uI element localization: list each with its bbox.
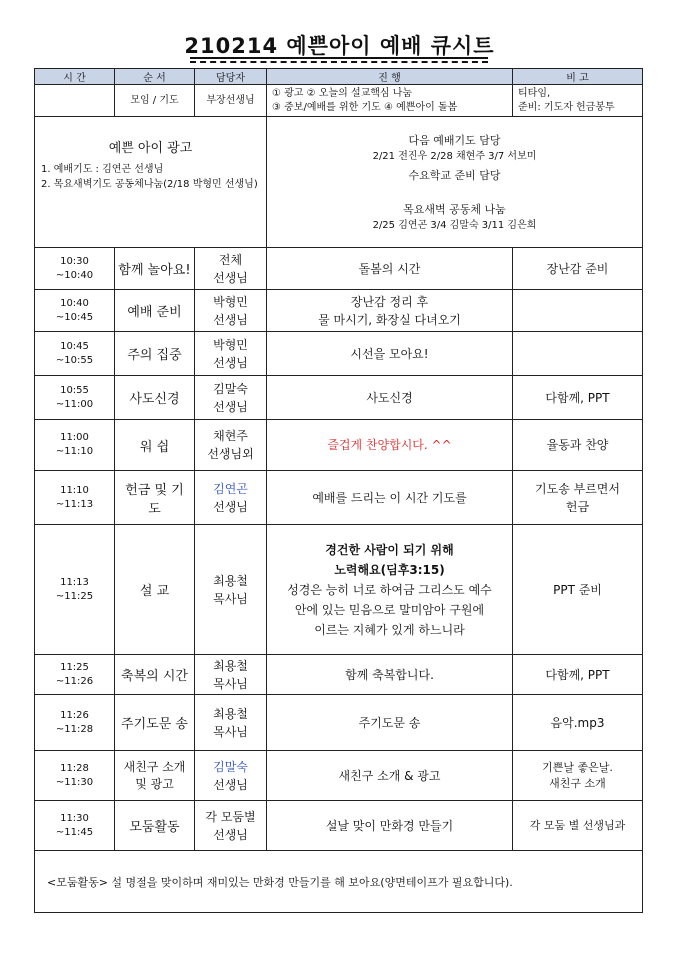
row-program: 함께 축복합니다. (267, 655, 513, 695)
wednesday-school-heading: 수요학교 준비 담당 (408, 169, 501, 182)
row-note: 음악.mp3 (513, 695, 643, 751)
row-order: 예배 준비 (115, 290, 195, 332)
row-note: PPT 준비 (513, 525, 643, 655)
row-program: 예배를 드리는 이 시간 기도를 (267, 471, 513, 525)
row-program: 장난감 정리 후 물 마시기, 화장실 다녀오기 (267, 290, 513, 332)
announcement-item: 1. 예배기도 : 김연곤 선생님 (41, 164, 164, 175)
gathering-row (35, 85, 643, 117)
row-leader: 김연곤 선생님 (195, 471, 267, 525)
row-time: 11:30 ~11:45 (35, 801, 115, 851)
row-note: 장난감 준비 (513, 248, 643, 290)
row-program: 시선을 모아요! (267, 332, 513, 376)
row-program: 주기도문 송 (267, 695, 513, 751)
row-time: 10:45 ~10:55 (35, 332, 115, 376)
row-order: 새친구 소개 및 광고 (115, 751, 195, 801)
row-order: 헌금 및 기 도 (115, 471, 195, 525)
gathering-note-line: 준비: 기도자 헌금봉투 (518, 101, 615, 113)
schedule-row (35, 290, 643, 332)
gathering-order: 모임 / 기도 (115, 85, 195, 117)
row-time: 10:30 ~10:40 (35, 248, 115, 290)
row-note (513, 332, 643, 376)
gathering-note-line: 티타임, (518, 87, 551, 99)
schedule-row (35, 248, 643, 290)
schedule-row (35, 471, 643, 525)
row-time: 11:26 ~11:28 (35, 695, 115, 751)
row-leader: 최용철 목사님 (195, 655, 267, 695)
row-order: 사도신경 (115, 376, 195, 420)
sermon-title: 경건한 사람이 되기 위해 (325, 542, 454, 557)
schedule-row (35, 525, 643, 655)
page-title: 210214 예쁜아이 예배 큐시트 (184, 34, 495, 58)
sermon-verse: 성경은 능히 너로 하여금 그리스도 예수 (287, 582, 492, 597)
schedule-row (35, 420, 643, 471)
row-order: 함께 놀아요! (115, 248, 195, 290)
row-time: 10:55 ~11:00 (35, 376, 115, 420)
header-order: 순 서 (115, 69, 195, 85)
row-leader: 박형민 선생님 (195, 332, 267, 376)
row-order: 주의 집중 (115, 332, 195, 376)
gathering-program-line: ① 광고 ② 오늘의 설교핵심 나눔 (272, 87, 413, 99)
row-leader: 최용철 목사님 (195, 695, 267, 751)
header-time: 시 간 (35, 69, 115, 85)
row-leader: 김말숙 선생님 (195, 751, 267, 801)
announcement-row (35, 117, 643, 248)
gathering-leader: 부장선생님 (195, 85, 267, 117)
table-header-row (35, 69, 643, 85)
schedule-row (35, 332, 643, 376)
row-leader: 전체 선생님 (195, 248, 267, 290)
header-program: 진 행 (267, 69, 513, 85)
title-underline (190, 57, 488, 59)
next-prayer-schedule: 2/21 전진우 2/28 채현주 3/7 서보미 (372, 151, 537, 162)
row-note: 율동과 찬양 (513, 420, 643, 471)
row-program: 새친구 소개 & 광고 (267, 751, 513, 801)
row-note: 기도송 부르면서 헌금 (513, 471, 643, 525)
cue-sheet-table (34, 68, 643, 913)
row-leader: 채현주 선생님외 (195, 420, 267, 471)
sermon-title: 노력해요(딤후3:15) (334, 562, 445, 577)
next-prayer-heading: 다음 예배기도 담당 (408, 134, 501, 147)
gathering-time (35, 85, 115, 117)
row-program: 돌봄의 시간 (267, 248, 513, 290)
announcement-title: 예쁜 아이 광고 (108, 141, 193, 156)
schedule-row (35, 376, 643, 420)
row-order: 워 쉽 (115, 420, 195, 471)
row-order: 주기도문 송 (115, 695, 195, 751)
gathering-program-line: ③ 중보/예배를 위한 기도 ④ 예쁜아이 돌봄 (272, 101, 458, 113)
footer-row (35, 851, 643, 913)
announcement-item: 2. 목요새벽기도 공동체나눔(2/18 박형민 선생님) (41, 179, 258, 190)
title-underline-dashed (190, 61, 488, 63)
row-order: 설 교 (115, 525, 195, 655)
schedule-row (35, 655, 643, 695)
row-program: 즐겁게 찬양합시다. ^^ (267, 420, 513, 471)
schedule-row (35, 801, 643, 851)
row-note: 각 모둠 별 선생님과 (513, 801, 643, 851)
row-order: 축복의 시간 (115, 655, 195, 695)
row-note (513, 290, 643, 332)
thursday-dawn-heading: 목요새벽 공동체 나눔 (403, 203, 506, 216)
gathering-note (513, 85, 643, 117)
row-leader: 최용철 목사님 (195, 525, 267, 655)
sermon-program (267, 525, 513, 655)
row-time: 11:10 ~11:13 (35, 471, 115, 525)
announcement-right (267, 117, 643, 248)
row-time: 11:13 ~11:25 (35, 525, 115, 655)
row-leader: 박형민 선생님 (195, 290, 267, 332)
activity-footnote: <모둠활동> 설 명절을 맞이하며 재미있는 만화경 만들기를 해 보아요(양면테이프가 필요합니다). (35, 851, 643, 913)
gathering-program (267, 85, 513, 117)
schedule-row (35, 695, 643, 751)
row-leader: 각 모둠별 선생님 (195, 801, 267, 851)
row-time: 11:28 ~11:30 (35, 751, 115, 801)
sermon-verse: 이르는 지혜가 있게 하느니라 (314, 622, 465, 637)
row-note: 다함께, PPT (513, 376, 643, 420)
row-time: 10:40 ~10:45 (35, 290, 115, 332)
sermon-verse: 안에 있는 믿음으로 말미암아 구원에 (294, 602, 485, 617)
row-program: 설날 맞이 만화경 만들기 (267, 801, 513, 851)
schedule-row (35, 751, 643, 801)
header-leader: 담당자 (195, 69, 267, 85)
thursday-dawn-schedule: 2/25 김연곤 3/4 김말숙 3/11 김은희 (372, 220, 537, 231)
row-time: 11:00 ~11:10 (35, 420, 115, 471)
header-note: 비 고 (513, 69, 643, 85)
row-note: 다함께, PPT (513, 655, 643, 695)
row-program: 사도신경 (267, 376, 513, 420)
row-leader: 김말숙 선생님 (195, 376, 267, 420)
row-note: 기쁜날 좋은날. 새친구 소개 (513, 751, 643, 801)
announcement-left (35, 117, 267, 248)
row-order: 모둠활동 (115, 801, 195, 851)
row-time: 11:25 ~11:26 (35, 655, 115, 695)
